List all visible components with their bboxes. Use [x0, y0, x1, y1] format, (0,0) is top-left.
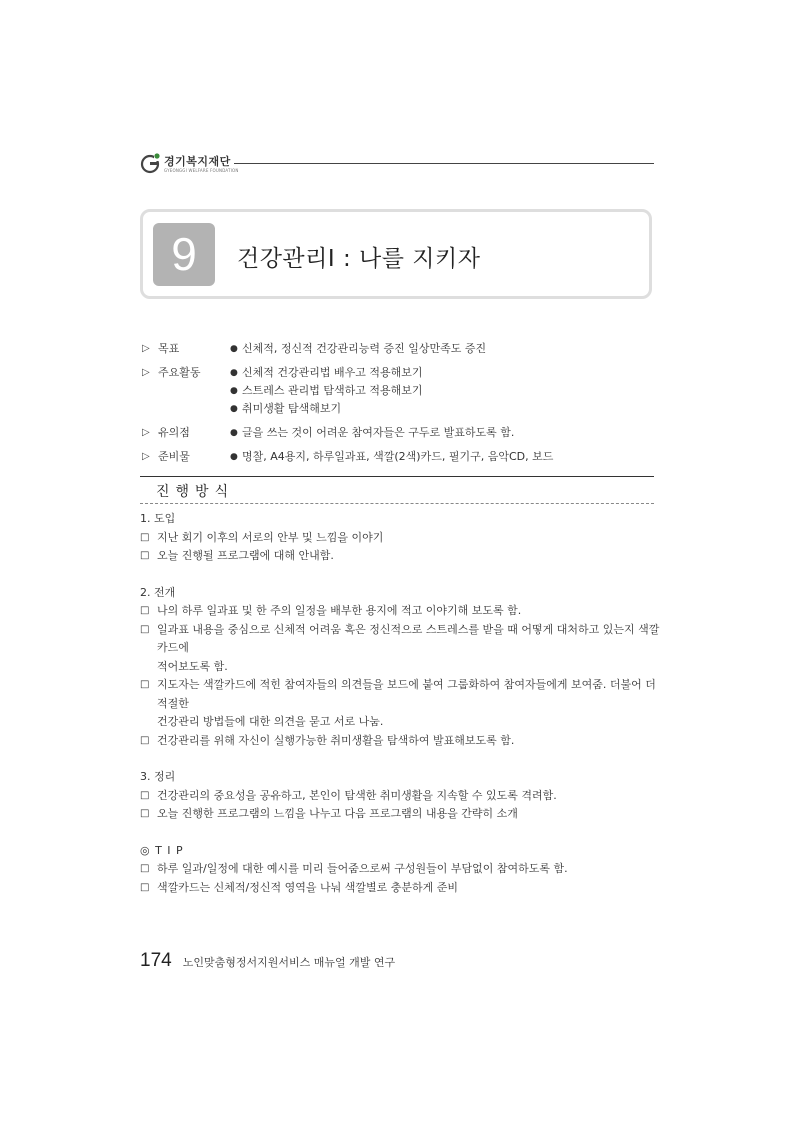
bullet-line: 오늘 진행한 프로그램의 느낌을 나누고 다음 프로그램의 내용을 간략히 소개	[157, 807, 518, 820]
step-heading: 1. 도입	[140, 512, 176, 525]
triangle-right-icon: ▷	[142, 451, 150, 462]
chapter-number-badge: 9	[153, 223, 215, 286]
overview-label: 목표	[158, 342, 180, 355]
overview-label: 주요활동	[158, 366, 201, 379]
overview-item-text: 신체적, 정신적 건강관리능력 증진 일상만족도 증진	[242, 342, 487, 355]
bullet-line: 건강관리를 위해 자신이 실행가능한 취미생활을 탐색하여 발표해보도록 함.	[157, 733, 515, 747]
overview-row	[142, 424, 662, 442]
tip-heading: ◎ T I P	[140, 843, 184, 857]
overview-label: 유의점	[158, 426, 190, 439]
triangle-right-icon: ▷	[142, 427, 150, 438]
chapter-banner	[140, 209, 652, 299]
bullet-item	[140, 621, 660, 677]
overview-items	[230, 424, 662, 442]
checkbox-square-icon: □	[140, 679, 150, 690]
page-footer	[140, 950, 395, 972]
page-number: 174	[140, 950, 172, 971]
bullet-item	[140, 529, 660, 548]
step-heading: 2. 전개	[140, 585, 176, 599]
bullet-line: 지도자는 색깔카드에 적힌 참여자들의 의견들을 보드에 붙여 그룹화하여 참여자들에게 보여줌. 더불어 더 적절한	[157, 678, 656, 710]
publication-title: 노인맞춤형정서지원서비스 매뉴얼 개발 연구	[182, 956, 396, 969]
bullet-line: 하루 일과/일정에 대한 예시를 미리 들어줌으로써 구성원들이 부담없이 참여하도록 함.	[157, 862, 568, 875]
foundation-name-en: GYEONGGI WELFARE FOUNDATION	[164, 168, 239, 173]
session-overview	[142, 340, 662, 466]
checkbox-square-icon: □	[140, 789, 150, 801]
overview-item-text: 글을 쓰는 것이 어려운 참여자들은 구두로 발표하도록 함.	[242, 426, 515, 439]
bullet-line: 색깔카드는 신체적/정신적 영역을 나눠 색깔별로 충분하게 준비	[157, 880, 458, 894]
overview-item-text: 취미생활 탐색해보기	[242, 402, 342, 415]
bullet-line: 일과표 내용을 중심으로 신체적 어려움 혹은 정신적으로 스트레스를 받을 때 어떻게 대처하고 있는지 색깔카드에	[157, 622, 660, 654]
overview-item-text: 스트레스 관리법 탐색하고 적용해보기	[242, 384, 423, 397]
checkbox-square-icon: □	[140, 623, 150, 635]
overview-items	[230, 364, 662, 418]
checkbox-square-icon: □	[140, 531, 150, 543]
checkbox-square-icon: □	[140, 808, 150, 819]
bullet-dot-icon: ●	[230, 386, 238, 396]
overview-item	[230, 382, 662, 400]
foundation-logo	[140, 150, 240, 178]
triangle-right-icon: ▷	[142, 343, 150, 354]
bullet-item	[140, 860, 660, 879]
overview-item	[230, 448, 662, 466]
overview-row	[142, 340, 662, 358]
bullet-item	[140, 602, 660, 621]
section-spacer	[140, 824, 660, 842]
checkbox-square-icon: □	[140, 734, 150, 746]
bullet-line: 오늘 진행될 프로그램에 대해 안내함.	[157, 549, 334, 562]
bullet-item	[140, 805, 660, 824]
bullet-dot-icon: ●	[230, 428, 238, 438]
bullet-item	[140, 547, 660, 566]
procedure-section-header	[140, 476, 654, 504]
overview-item	[230, 424, 662, 442]
step-heading: 3. 정리	[140, 770, 176, 783]
bullet-line: 지난 회기 이후의 서로의 안부 및 느낌을 이야기	[157, 530, 384, 544]
section-spacer	[140, 566, 660, 584]
procedure-section-title: 진행방식	[156, 484, 235, 500]
procedure-content	[140, 510, 660, 897]
overview-items	[230, 448, 662, 466]
bullet-dot-icon: ●	[230, 368, 238, 378]
chapter-title: 건강관리Ⅰ : 나를 지키자	[237, 246, 481, 272]
bullet-line: 건강관리 방법들에 대한 의견을 묻고 서로 나눔.	[157, 715, 384, 728]
overview-row	[142, 364, 662, 418]
checkbox-square-icon: □	[140, 605, 150, 616]
bullet-line: 건강관리의 중요성을 공유하고, 본인이 탐색한 취미생활을 지속할 수 있도록 격려함.	[157, 788, 557, 802]
foundation-logo-icon	[140, 152, 162, 174]
overview-items	[230, 340, 662, 358]
section-spacer	[140, 750, 660, 768]
bullet-item	[140, 676, 660, 732]
bullet-dot-icon: ●	[230, 344, 238, 354]
bullet-item	[140, 732, 660, 751]
bullet-dot-icon: ●	[230, 404, 238, 414]
bullet-line: 나의 하루 일과표 및 한 주의 일정을 배부한 용지에 적고 이야기해 보도록 함.	[157, 604, 522, 617]
foundation-name: 경기복지재단	[164, 155, 231, 168]
overview-item-text: 명찰, A4용지, 하루일과표, 색깔(2색)카드, 필기구, 음악CD, 보드	[242, 450, 554, 463]
overview-item-text: 신체적 건강관리법 배우고 적용해보기	[242, 366, 423, 379]
checkbox-square-icon: □	[140, 881, 150, 893]
page-header	[140, 150, 654, 180]
header-rule	[234, 163, 654, 164]
overview-item	[230, 400, 662, 418]
checkbox-square-icon: □	[140, 863, 150, 874]
bullet-item	[140, 879, 660, 898]
overview-item	[230, 364, 662, 382]
bullet-dot-icon: ●	[230, 452, 238, 462]
bullet-line: 적어보도록 함.	[157, 659, 228, 673]
overview-item	[230, 340, 662, 358]
bullet-item	[140, 787, 660, 806]
triangle-right-icon: ▷	[142, 367, 150, 378]
checkbox-square-icon: □	[140, 550, 150, 561]
overview-row	[142, 448, 662, 466]
overview-label: 준비물	[158, 450, 190, 463]
